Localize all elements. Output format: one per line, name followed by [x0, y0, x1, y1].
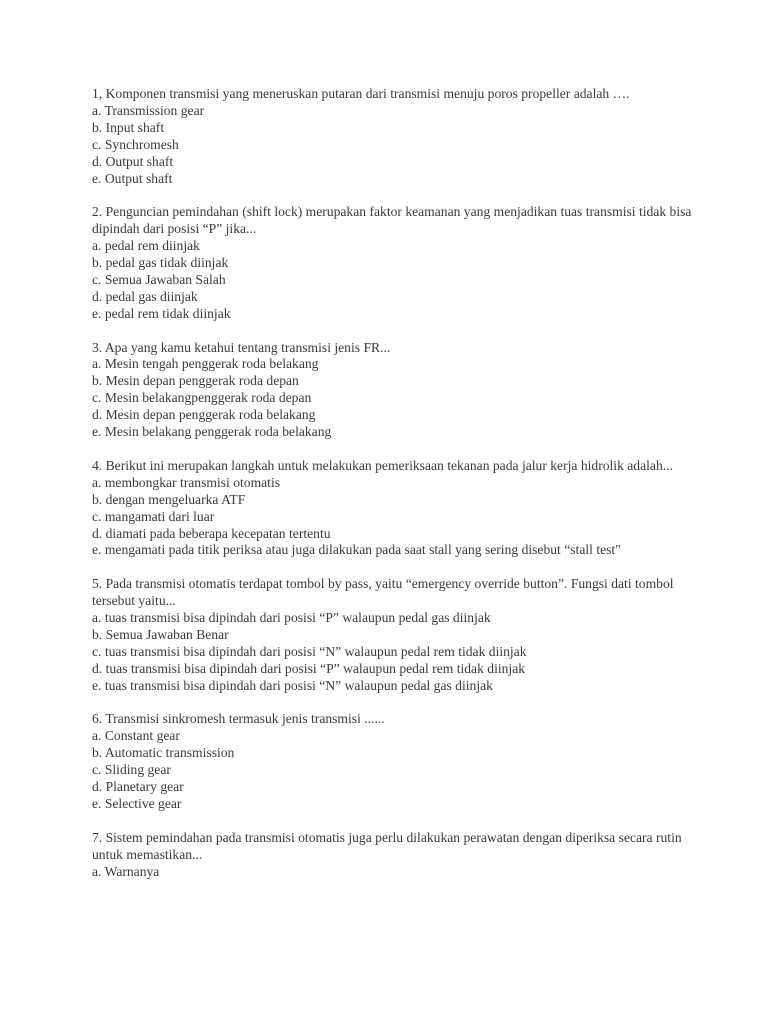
- option-d: d. Mesin depan penggerak roda belakang: [92, 407, 316, 423]
- question-5: [92, 576, 692, 694]
- question-6: [92, 711, 692, 812]
- option-c: c. Semua Jawaban Salah: [92, 271, 226, 287]
- option-c: c. Synchromesh: [92, 136, 179, 152]
- option-a: a. Warnanya: [92, 863, 160, 879]
- option-e: e. pedal rem tidak diinjak: [92, 305, 231, 321]
- option-c: c. tuas transmisi bisa dipindah dari posisi “N” walaupun pedal rem tidak diinjak: [92, 643, 527, 659]
- option-list: [92, 610, 692, 695]
- option-d: d. diamati pada beberapa kecepatan tertentu: [92, 525, 331, 541]
- option-list: [92, 356, 692, 441]
- question-text: 1, Komponen transmisi yang meneruskan putaran dari transmisi menuju poros propeller adalah ….: [92, 86, 630, 101]
- option-a: a. Mesin tengah penggerak roda belakang: [92, 356, 319, 372]
- option-d: d. Planetary gear: [92, 779, 184, 795]
- option-list: [92, 864, 692, 881]
- option-list: [92, 238, 692, 323]
- option-b: b. Input shaft: [92, 119, 165, 135]
- question-text: 2. Penguncian pemindahan (shift lock) merupakan faktor keamanan yang menjadikan tuas transmisi tidak bisa dipindah dari posisi “P” jika...: [92, 204, 692, 237]
- option-d: d. Output shaft: [92, 153, 174, 169]
- option-a: a. Transmission gear: [92, 102, 205, 118]
- question-2: [92, 204, 692, 322]
- option-e: e. Mesin belakang penggerak roda belakang: [92, 424, 332, 440]
- question-text: 6. Transmisi sinkromesh termasuk jenis transmisi ......: [92, 711, 385, 727]
- question-3: [92, 340, 692, 441]
- option-list: [92, 103, 692, 188]
- question-text: 3. Apa yang kamu ketahui tentang transmisi jenis FR...: [92, 339, 391, 355]
- option-list: [92, 728, 692, 813]
- option-list: [92, 475, 692, 560]
- option-e: e. tuas transmisi bisa dipindah dari posisi “N” walaupun pedal gas diinjak: [92, 677, 493, 693]
- option-d: d. tuas transmisi bisa dipindah dari posisi “P” walaupun pedal rem tidak diinjak: [92, 660, 526, 676]
- option-c: c. Mesin belakangpenggerak roda depan: [92, 390, 312, 406]
- option-e: e. mengamati pada titik periksa atau juga dilakukan pada saat stall yang sering disebut “stall test": [92, 542, 621, 558]
- option-e: e. Output shaft: [92, 170, 173, 186]
- option-b: b. Mesin depan penggerak roda depan: [92, 373, 299, 389]
- question-text: 4. Berikut ini merupakan langkah untuk melakukan pemeriksaan tekanan pada jalur kerja hidrolik adalah...: [92, 457, 673, 473]
- option-c: c. Sliding gear: [92, 762, 171, 778]
- question-1: [92, 86, 692, 187]
- option-e: e. Selective gear: [92, 795, 182, 811]
- question-text: 7. Sistem pemindahan pada transmisi otomatis juga perlu dilakukan perawatan dengan diperiksa secara rutin untuk memastikan...: [92, 829, 682, 862]
- question-7: [92, 830, 692, 881]
- option-a: a. Constant gear: [92, 728, 180, 744]
- option-a: a. tuas transmisi bisa dipindah dari posisi “P” walaupun pedal gas diinjak: [92, 610, 491, 626]
- option-b: b. Semua Jawaban Benar: [92, 626, 229, 642]
- option-d: d. pedal gas diinjak: [92, 288, 198, 304]
- option-b: b. Automatic transmission: [92, 745, 235, 761]
- option-a: a. membongkar transmisi otomatis: [92, 474, 281, 490]
- option-b: b. dengan mengeluarka ATF: [92, 491, 246, 507]
- question-list: [92, 86, 692, 897]
- option-c: c. mangamati dari luar: [92, 508, 215, 524]
- option-b: b. pedal gas tidak diinjak: [92, 255, 229, 271]
- question-text: 5. Pada transmisi otomatis terdapat tombol by pass, yaitu “emergency override button”. Fungsi dati tombol tersebut yaitu...: [92, 576, 674, 609]
- option-a: a. pedal rem diinjak: [92, 238, 200, 254]
- question-4: [92, 458, 692, 559]
